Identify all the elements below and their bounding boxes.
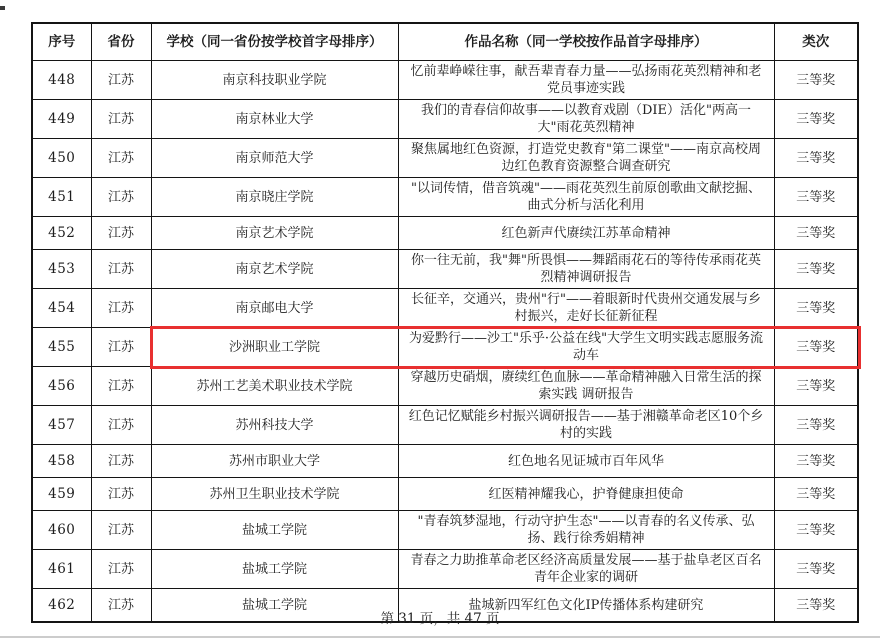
cell-award: 三等奖: [774, 367, 858, 406]
cell-province: 江苏: [91, 217, 151, 250]
cell-province: 江苏: [91, 250, 151, 289]
cell-province: 江苏: [91, 406, 151, 445]
cell-work: 聚焦属地红色资源，打造党史教育"第二课堂"——南京高校周边红色教育资源整合调查研究: [398, 139, 774, 178]
table-row: [32, 100, 858, 139]
column-header: 序号: [32, 23, 91, 61]
cell-no: 461: [32, 550, 91, 589]
cell-work: 红色地名见证城市百年风华: [398, 445, 774, 478]
cell-award: 三等奖: [774, 478, 858, 511]
column-header: 作品名称（同一学校按作品首字母排序）: [398, 23, 774, 61]
cell-province: 江苏: [91, 511, 151, 550]
awards-table: [31, 22, 859, 623]
table-row: [32, 367, 858, 406]
cell-province: 江苏: [91, 139, 151, 178]
table-row: [32, 217, 858, 250]
cell-award: 三等奖: [774, 589, 858, 623]
column-header: 省份: [91, 23, 151, 61]
table-row: [32, 511, 858, 550]
cell-award: 三等奖: [774, 511, 858, 550]
table-row: [32, 445, 858, 478]
cell-no: 460: [32, 511, 91, 550]
cell-school: 苏州卫生职业技术学院: [151, 478, 398, 511]
cell-award: 三等奖: [774, 550, 858, 589]
cell-no: 457: [32, 406, 91, 445]
cell-award: 三等奖: [774, 139, 858, 178]
cell-no: 458: [32, 445, 91, 478]
scan-artifact: [0, 6, 5, 10]
column-header: 学校（同一省份按学校首字母排序）: [151, 23, 398, 61]
cell-award: 三等奖: [774, 289, 858, 328]
table-row: [32, 406, 858, 445]
cell-award: 三等奖: [774, 328, 858, 367]
cell-province: 江苏: [91, 589, 151, 623]
cell-province: 江苏: [91, 550, 151, 589]
cell-work: "以词传情，借音筑魂"——雨花英烈生前原创歌曲文献挖掘、曲式分析与活化利用: [398, 178, 774, 217]
cell-province: 江苏: [91, 367, 151, 406]
cell-school: 南京林业大学: [151, 100, 398, 139]
cell-school: 盐城工学院: [151, 550, 398, 589]
cell-no: 453: [32, 250, 91, 289]
cell-province: 江苏: [91, 289, 151, 328]
table-row: [32, 289, 858, 328]
cell-school: 南京艺术学院: [151, 217, 398, 250]
cell-award: 三等奖: [774, 61, 858, 100]
cell-work: 红医精神耀我心，护脊健康担使命: [398, 478, 774, 511]
table-row: [32, 250, 858, 289]
cell-award: 三等奖: [774, 217, 858, 250]
cell-province: 江苏: [91, 478, 151, 511]
table-row: [32, 328, 858, 367]
cell-work: 你一往无前，我"舞"所畏惧——舞蹈雨花石的等待传承雨花英烈精神调研报告: [398, 250, 774, 289]
cell-no: 454: [32, 289, 91, 328]
table-header: [32, 23, 858, 61]
page-number: 第 31 页，共 47 页: [380, 611, 500, 627]
table-row: [32, 178, 858, 217]
awards-table-container: [31, 22, 859, 623]
cell-no: 456: [32, 367, 91, 406]
cell-award: 三等奖: [774, 100, 858, 139]
table-row: [32, 550, 858, 589]
cell-no: 459: [32, 478, 91, 511]
cell-work: 我们的青春信仰故事——以教育戏剧（DIE）活化"两高一大"雨花英烈精神: [398, 100, 774, 139]
cell-school: 南京晓庄学院: [151, 178, 398, 217]
cell-work: 为爱黔行——沙工"乐乎·公益在线"大学生文明实践志愿服务流动车: [398, 328, 774, 367]
cell-school: 沙洲职业工学院: [151, 328, 398, 367]
cell-school: 盐城工学院: [151, 589, 398, 623]
table-body: [32, 61, 858, 623]
cell-school: 苏州市职业大学: [151, 445, 398, 478]
table-row: [32, 61, 858, 100]
table-row: [32, 478, 858, 511]
cell-school: 南京艺术学院: [151, 250, 398, 289]
cell-school: 南京邮电大学: [151, 289, 398, 328]
cell-work: 青春之力助推革命老区经济高质量发展——基于盐阜老区百名青年企业家的调研: [398, 550, 774, 589]
cell-work: 忆前辈峥嵘往事，献吾辈青春力量——弘扬雨花英烈精神和老党员事迹实践: [398, 61, 774, 100]
cell-school: 南京科技职业学院: [151, 61, 398, 100]
cell-work: "青春筑梦湿地，行动守护生态"——以青春的名义传承、弘扬、践行徐秀娟精神: [398, 511, 774, 550]
header-row: [32, 23, 858, 61]
cell-school: 苏州科技大学: [151, 406, 398, 445]
cell-school: 苏州工艺美术职业技术学院: [151, 367, 398, 406]
cell-award: 三等奖: [774, 250, 858, 289]
cell-award: 三等奖: [774, 178, 858, 217]
cell-work: 红色记忆赋能乡村振兴调研报告——基于湘赣革命老区10个乡村的实践: [398, 406, 774, 445]
cell-school: 盐城工学院: [151, 511, 398, 550]
table-row: [32, 139, 858, 178]
cell-no: 450: [32, 139, 91, 178]
column-header: 类次: [774, 23, 858, 61]
cell-province: 江苏: [91, 61, 151, 100]
cell-no: 455: [32, 328, 91, 367]
cell-no: 449: [32, 100, 91, 139]
cell-no: 451: [32, 178, 91, 217]
cell-school: 南京师范大学: [151, 139, 398, 178]
cell-province: 江苏: [91, 178, 151, 217]
cell-no: 448: [32, 61, 91, 100]
cell-work: 长征辛，交通兴，贵州"行"——着眼新时代贵州交通发展与乡村振兴，走好长征新征程: [398, 289, 774, 328]
cell-award: 三等奖: [774, 406, 858, 445]
cell-work: 盐城新四军红色文化IP传播体系构建研究: [398, 589, 774, 623]
cell-work: 红色新声代赓续江苏革命精神: [398, 217, 774, 250]
cell-award: 三等奖: [774, 445, 858, 478]
cell-province: 江苏: [91, 100, 151, 139]
cell-province: 江苏: [91, 445, 151, 478]
cell-work: 穿越历史硝烟，赓续红色血脉——革命精神融入日常生活的探索实践 调研报告: [398, 367, 774, 406]
cell-province: 江苏: [91, 328, 151, 367]
cell-no: 462: [32, 589, 91, 623]
cell-no: 452: [32, 217, 91, 250]
